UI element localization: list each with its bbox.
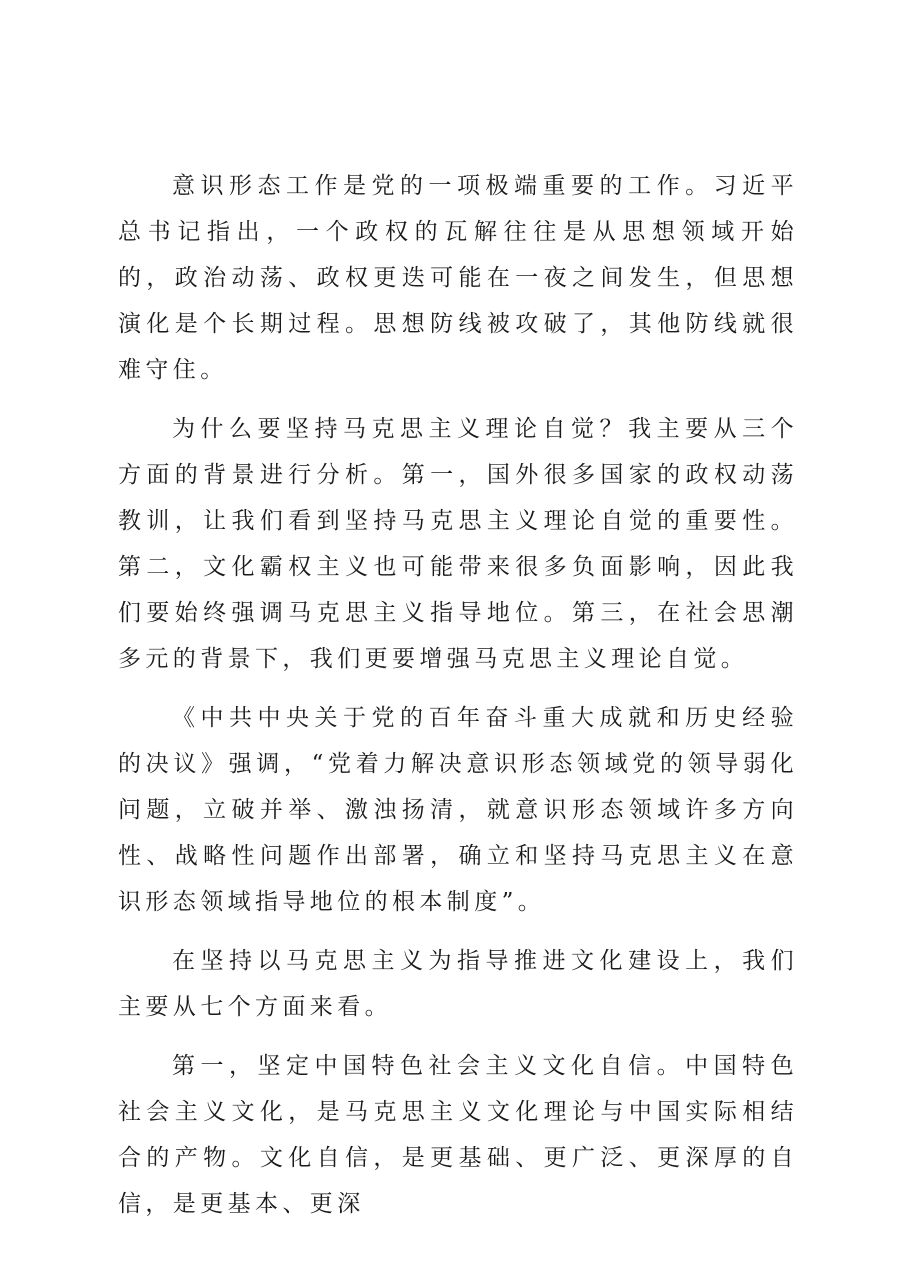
paragraph-resolution-quote: 《中共中央关于党的百年奋斗重大成就和历史经验的决议》强调，“党着力解决意识形态领域党的领导弱化问题，立破并举、激浊扬清，就意识形态领域许多方向性、战略性问题作出部署，确立和坚持马克思主义在意识形态领域指导地位的根本制度”。 bbox=[118, 705, 798, 915]
paragraph-cultural-confidence: 第一，坚定中国特色社会主义文化自信。中国特色社会主义文化，是马克思主义文化理论与中国实际相结合的产物。文化自信，是更基础、更广泛、更深厚的自信，是更基本、更深 bbox=[118, 1053, 798, 1217]
document-body bbox=[118, 163, 798, 1240]
paragraph-theoretical-consciousness: 为什么要坚持马克思主义理论自觉？我主要从三个方面的背景进行分析。第一，国外很多国家的政权动荡教训，让我们看到坚持马克思主义理论自觉的重要性。第二，文化霸权主义也可能带来很多负面影响，因此我们要始终强调马克思主义指导地位。第三，在社会思潮多元的背景下，我们更要增强马克思主义理论自觉。 bbox=[118, 416, 798, 672]
paragraph-seven-aspects: 在坚持以马克思主义为指导推进文化建设上，我们主要从七个方面来看。 bbox=[118, 948, 798, 1020]
paragraph-ideology-work: 意识形态工作是党的一项极端重要的工作。习近平总书记指出，一个政权的瓦解往往是从思想领域开始的，政治动荡、政权更迭可能在一夜之间发生，但思想演化是个长期过程。思想防线被攻破了，其他防线就很难守住。 bbox=[118, 173, 798, 383]
